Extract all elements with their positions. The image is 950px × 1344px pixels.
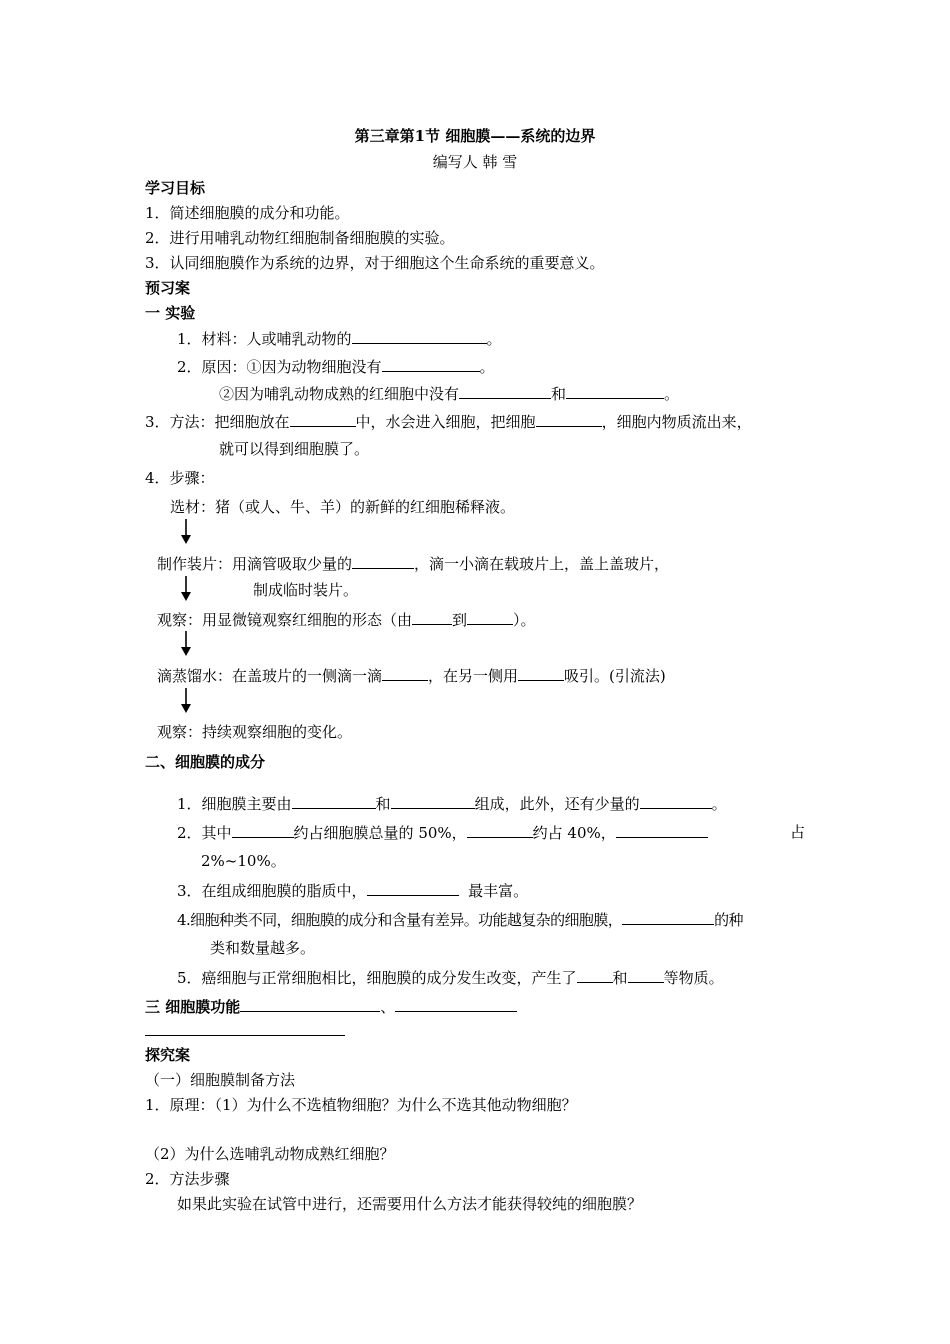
explore-heading: 探究案 [145,1046,191,1064]
comp-2-text-c: 约占 40%， [532,824,616,842]
comp-1-text-c: 组成，此外，还有少量的 [474,795,640,813]
step-slide-blank[interactable] [352,553,414,569]
method-line [145,411,752,432]
comp-5-blank-1[interactable] [577,967,613,983]
comp-5-blank-2[interactable] [628,967,664,983]
comp-5-text-c: 等物质。 [663,969,724,987]
reason-2-and: 和 [551,385,567,403]
method-text-b: 中，水会进入细胞，把细胞 [355,413,536,431]
step-slide [157,553,669,574]
comp-2-blank-2[interactable] [467,822,533,838]
step-observe-blank-1[interactable] [412,609,452,625]
explore-subheading: （一）细胞膜制备方法 [145,1071,296,1089]
goal-item-2: 2．进行用哺乳动物红细胞制备细胞膜的实验。 [145,229,455,247]
step-observe-1 [157,609,536,630]
reason-1-text: 2．原因：①因为动物细胞没有 [177,358,382,376]
step-slide-2: 制成临时装片。 [253,581,359,599]
experiment-heading: 一 实验 [145,304,196,322]
comp-2-text-a: 2．其中 [177,824,232,842]
reason-line-2: ②因为哺乳动物成熟的红细胞中没有 和 。 [219,385,680,403]
comp-4-text-a: 4.细胞种类不同，细胞膜的成分和含量有差异。功能越复杂的细胞膜， [177,911,623,929]
comp-3-text-a: 3．在组成细胞膜的脂质中， [177,882,367,900]
composition-heading: 二、细胞膜的成分 [145,753,266,771]
function-sep: 、 [380,998,396,1016]
comp-3-text-b: 最丰富。 [468,882,529,900]
reason-line-1: 2．原因：①因为动物细胞没有 。 [177,358,495,376]
function-blank-2[interactable] [395,996,517,1012]
page-title: 第三章第1节 细胞膜——系统的边界 [354,127,596,145]
method-text-a: 3．方法：把细胞放在 [145,413,290,431]
step-water-text-b: ，在另一侧用 [428,667,519,685]
composition-item-3 [177,880,528,901]
down-arrow-icon [179,576,193,602]
comp-1-text-a: 1．细胞膜主要由 [177,795,292,813]
comp-1-blank-2[interactable] [391,793,475,809]
reason-2-blank-1[interactable] [459,383,551,399]
goal-item-3: 3．认同细胞膜作为系统的边界，对于细胞这个生命系统的重要意义。 [145,254,605,272]
comp-4-blank[interactable] [622,909,714,925]
down-arrow-icon [179,519,193,545]
comp-4-text-b: 的种 [714,911,743,929]
comp-1-blank-1[interactable] [292,793,376,809]
goal-item-1: 1．简述细胞膜的成分和功能。 [145,204,350,222]
comp-2-text-d: 占 [790,823,806,841]
comp-2-text-b: 约占细胞膜总量的 50%， [293,824,467,842]
explore-question-3: 如果此实验在试管中进行，还需要用什么方法才能获得较纯的细胞膜？ [177,1195,643,1213]
function-heading: 三 细胞膜功能 [145,998,241,1016]
method-line-2: 就可以得到细胞膜了。 [219,440,370,458]
down-arrow-icon [179,631,193,657]
reason-1-blank[interactable] [382,356,480,372]
explore-question-2: （2）为什么选哺乳动物成熟红细胞？ [145,1145,395,1163]
comp-5-and: 和 [612,969,628,987]
function-blank-3[interactable] [145,1035,345,1036]
goals-heading: 学习目标 [145,179,206,197]
function-blank-1[interactable] [240,996,380,1012]
step-water-text-a: 滴蒸馏水：在盖玻片的一侧滴一滴 [157,667,383,685]
material-line: 1．材料：人或哺乳动物的 。 [177,330,502,348]
step-water-blank-2[interactable] [518,665,564,681]
step-slide-text-b: ，滴一小滴在载玻片上，盖上盖玻片， [414,555,670,573]
method-blank-1[interactable] [290,411,356,427]
step-select: 选材：猪（或人、牛、羊）的新鲜的红细胞稀释液。 [170,498,516,516]
comp-2-blank-1[interactable] [232,822,294,838]
method-text-c: ，细胞内物质流出来， [601,413,752,431]
author-line: 编写人 韩 雪 [432,153,518,171]
composition-item-5 [177,967,724,988]
comp-1-text-d: 。 [711,795,727,813]
composition-item-4 [177,909,743,930]
steps-label: 4．步骤： [145,469,215,487]
explore-question-1: 1．原理：（1）为什么不选植物细胞？为什么不选其他动物细胞？ [145,1096,577,1114]
step-observe-text-a: 观察：用显微镜观察红细胞的形态（由 [157,611,413,629]
comp-5-text-a: 5．癌细胞与正常细胞相比，细胞膜的成分发生改变，产生了 [177,969,577,987]
comp-1-and: 和 [375,795,391,813]
step-observe-2: 观察：持续观察细胞的变化。 [157,723,353,741]
composition-item-4-cont: 类和数量越多。 [210,939,316,957]
method-blank-2[interactable] [536,411,602,427]
function-line [145,996,517,1017]
composition-item-2 [177,822,708,843]
reason-2-text: ②因为哺乳动物成熟的红细胞中没有 [219,385,460,403]
step-observe-text-c: ）。 [513,611,536,629]
step-slide-text-a: 制作装片：用滴管吸取少量的 [157,555,353,573]
material-blank[interactable] [352,328,487,344]
comp-2-blank-3[interactable] [616,822,708,838]
explore-method-steps: 2．方法步骤 [145,1170,230,1188]
material-text: 1．材料：人或哺乳动物的 [177,330,352,348]
step-observe-blank-2[interactable] [467,609,513,625]
composition-item-1 [177,793,727,814]
comp-1-blank-3[interactable] [640,793,712,809]
step-water-blank-1[interactable] [382,665,428,681]
step-water-text-c: 吸引。(引流法) [564,667,666,685]
composition-item-2-cont: 2%~10%。 [201,852,286,870]
down-arrow-icon [179,688,193,714]
reason-2-blank-2[interactable] [566,383,664,399]
step-water [157,665,666,686]
step-observe-to: 到 [452,611,468,629]
preview-heading: 预习案 [145,279,191,297]
comp-3-blank[interactable] [367,880,459,896]
